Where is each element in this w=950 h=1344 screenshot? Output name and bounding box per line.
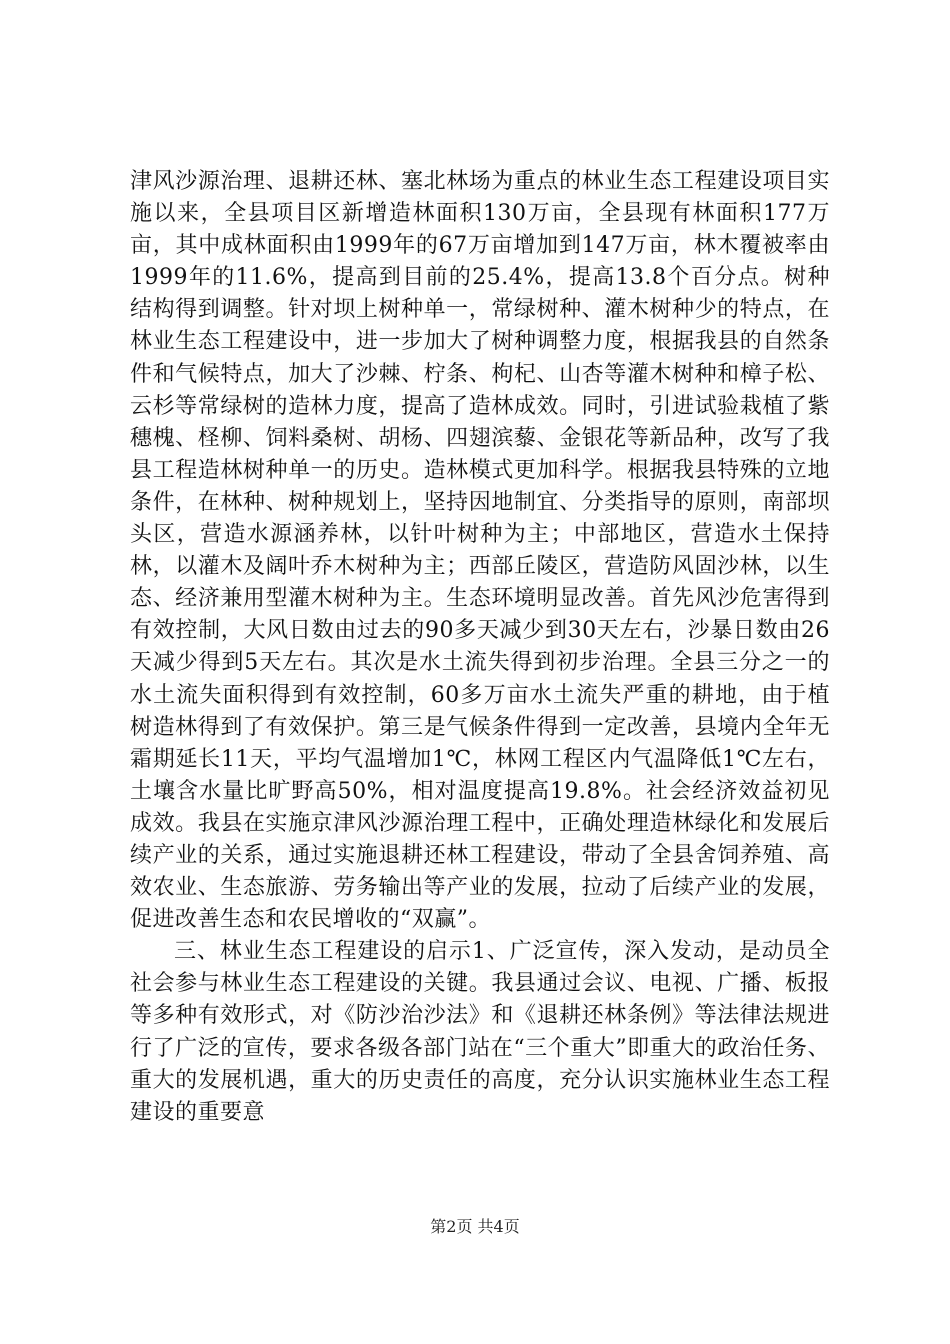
page-footer: 第2页 共4页 [430,1217,520,1236]
body-text [130,166,830,1129]
paragraph-1: 津风沙源治理、退耕还林、塞北林场为重点的林业生态工程建设项目实施以来，全县项目区新增造林面积130万亩，全县现有林面积177万亩，其中成林面积由1999年的67万亩增加到147万亩，林木覆被率由1999年的11.6%，提高到目前的25.4%，提高13.8个百分点。树种结构得到调整。针对坝上树种单一，常绿树种、灌木树种少的特点，在林业生态工程建设中，进一步加大了树种调整力度，根据我县的自然条件和气候特点，加大了沙棘、柠条、枸杞、山杏等灌木树种和樟子松、云杉等常绿树的造林力度，提高了造林成效。同时，引进试验栽植了紫穗槐、柽柳、饲料桑树、胡杨、四翅滨藜、金银花等新品种，改写了我县工程造林树种单一的历史。造林模式更加科学。根据我县特殊的立地条件，在林种、树种规划上，坚持因地制宜、分类指导的原则，南部坝头区，营造水源涵养林，以针叶树种为主；中部地区，营造水土保持林，以灌木及阔叶乔木树种为主；西部丘陵区，营造防风固沙林，以生态、经济兼用型灌木树种为主。生态环境明显改善。首先风沙危害得到有效控制，大风日数由过去的90多天减少到30天左右，沙暴日数由26天减少得到5天左右。其次是水土流失得到初步治理。全县三分之一的水土流失面积得到有效控制，60多万亩水土流失严重的耕地，由于植树造林得到了有效保护。第三是气候条件得到一定改善，县境内全年无霜期延长11天，平均气温增加1℃，林网工程区内气温降低1℃左右，土壤含水量比旷野高50%，相对温度提高19.8%。社会经济效益初见成效。我县在实施京津风沙源治理工程中，正确处理造林绿化和发展后续产业的关系，通过实施退耕还林工程建设，带动了全县舍饲养殖、高效农业、生态旅游、劳务输出等产业的发展，拉动了后续产业的发展，促进改善生态和农民增收的“双赢”。 [130,169,830,933]
paragraph-2: 三、林业生态工程建设的启示1、广泛宣传，深入发动，是动员全社会参与林业生态工程建设的关键。我县通过会议、电视、广播、板报等多种有效形式，对《防沙治沙法》和《退耕还林条例》等法律法规进行了广泛的宣传，要求各级各部门站在“三个重大”即重大的政治任务、重大的发展机遇，重大的历史责任的高度，充分认识实施林业生态工程建设的重要意 [130,939,830,1125]
